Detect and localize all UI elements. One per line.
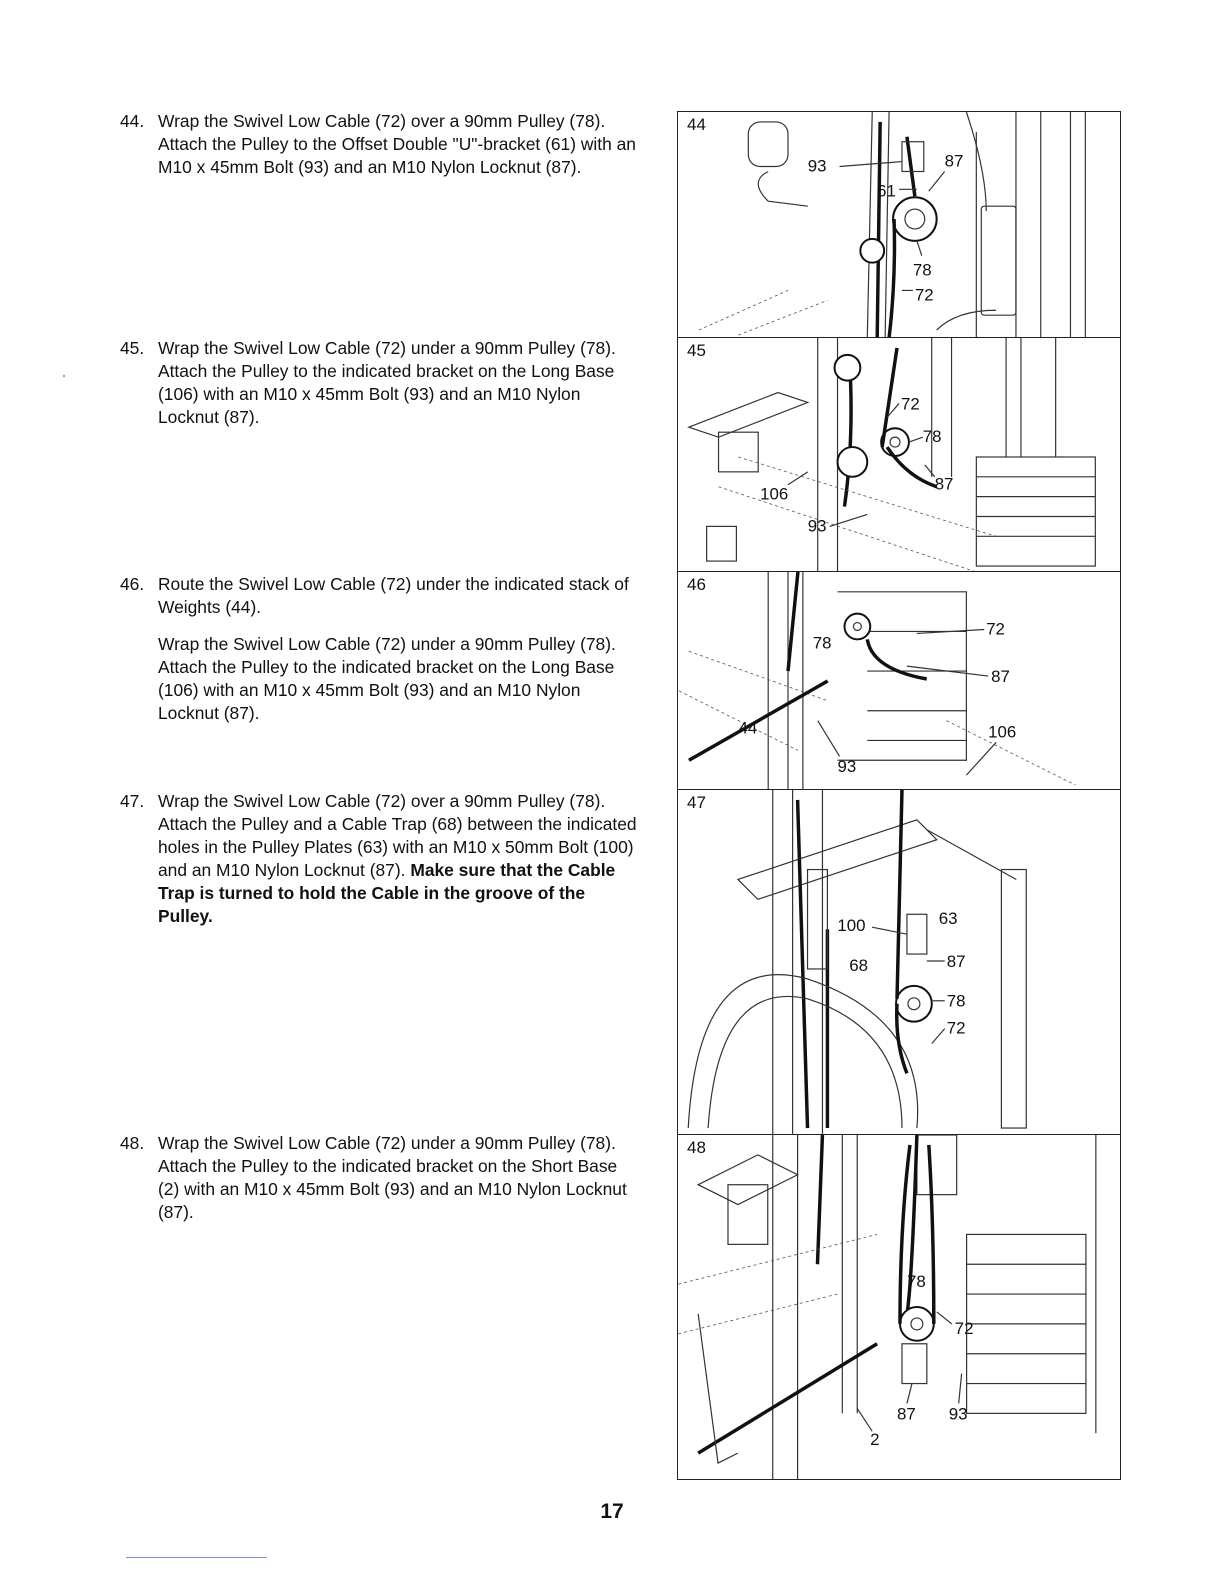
callout-93: 93	[807, 516, 827, 536]
step-text-2: Wrap the Swivel Low Cable (72) under a 90mm Pulley (78). Attach the Pulley to the indicated bracket on the Long Base (106) with an M10 x 45mm Bolt (93) and an M10 Nylon Locknut (87).	[158, 634, 616, 723]
callout-87: 87	[934, 474, 954, 494]
figure-label: 46	[687, 575, 706, 594]
figure-label: 44	[687, 115, 706, 134]
figure-45	[677, 337, 1121, 573]
figure-label: 45	[687, 341, 706, 360]
callout-87: 87	[944, 151, 964, 171]
callout-100: 100	[837, 916, 866, 936]
step-number: 44.	[120, 111, 145, 131]
callout-44: 44	[738, 718, 758, 738]
step-warning: Make sure that the Cable Trap is turned to hold the Cable in the groove of the Pulley.	[158, 860, 616, 926]
step-45	[120, 337, 638, 443]
stray-mark	[63, 375, 65, 377]
step-44	[120, 110, 638, 193]
callout-78: 78	[946, 991, 966, 1011]
figure-45-drawing	[678, 338, 1120, 572]
callout-106: 106	[760, 484, 789, 504]
figure-47-drawing	[678, 790, 1120, 1134]
callout-78: 78	[922, 427, 942, 447]
figure-46	[677, 571, 1121, 791]
step-number: 45.	[120, 338, 145, 358]
figure-label: 47	[687, 793, 706, 812]
callout-72: 72	[946, 1018, 966, 1038]
step-text-plain: Wrap the Swivel Low Cable (72) over a 90mm Pulley (78). Attach the Pulley and a Cable Trap (68) between the indicated holes in the Pulley Plates (63) with an M10 x 50mm Bolt (100) and an M10 Nylon Locknut (87).	[158, 791, 637, 880]
step-48	[120, 1132, 638, 1238]
figure-47	[677, 789, 1121, 1135]
callout-78: 78	[906, 1272, 926, 1292]
callout-68: 68	[849, 955, 869, 975]
callout-87: 87	[946, 951, 966, 971]
page-number: 17	[600, 1500, 624, 1523]
step-number: 46.	[120, 574, 145, 594]
step-46	[120, 573, 638, 739]
callout-93: 93	[837, 757, 857, 777]
figure-label: 48	[687, 1138, 706, 1157]
figure-44-drawing	[678, 112, 1120, 338]
step-number: 48.	[120, 1133, 145, 1153]
callout-72: 72	[954, 1318, 974, 1338]
callout-93: 93	[948, 1404, 968, 1424]
step-text: Wrap the Swivel Low Cable (72) under a 90mm Pulley (78). Attach the Pulley to the indicated bracket on the Short Base (2) with an M10 x 45mm Bolt (93) and an M10 Nylon Locknut (87).	[158, 1133, 627, 1222]
figure-44	[677, 111, 1121, 339]
step-text: Wrap the Swivel Low Cable (72) under a 90mm Pulley (78). Attach the Pulley to the indicated bracket on the Long Base (106) with an M10 x 45mm Bolt (93) and an M10 Nylon Locknut (87).	[158, 338, 616, 427]
figure-48	[677, 1134, 1121, 1480]
callout-72: 72	[986, 619, 1005, 639]
callout-2: 2	[870, 1430, 880, 1450]
step-text	[158, 790, 638, 928]
callout-87: 87	[991, 666, 1010, 686]
footer-rule	[126, 1557, 267, 1558]
figure-48-drawing	[678, 1135, 1120, 1479]
callout-106: 106	[988, 722, 1017, 742]
callout-63: 63	[938, 909, 958, 929]
callout-87: 87	[897, 1404, 916, 1424]
figure-46-drawing	[678, 572, 1120, 790]
callout-61: 61	[877, 181, 896, 201]
step-text: Wrap the Swivel Low Cable (72) over a 90mm Pulley (78). Attach the Pulley to the Offset Double "U"-bracket (61) with an M10 x 45mm Bolt (93) and an M10 Nylon Locknut (87).	[158, 111, 636, 177]
callout-78: 78	[812, 633, 832, 653]
callout-93: 93	[807, 156, 827, 176]
step-47	[120, 790, 638, 942]
step-text: Route the Swivel Low Cable (72) under the indicated stack of Weights (44).	[158, 574, 629, 617]
callout-72: 72	[900, 394, 920, 414]
callout-72: 72	[914, 285, 934, 305]
callout-78: 78	[912, 260, 932, 280]
step-number: 47.	[120, 791, 145, 811]
